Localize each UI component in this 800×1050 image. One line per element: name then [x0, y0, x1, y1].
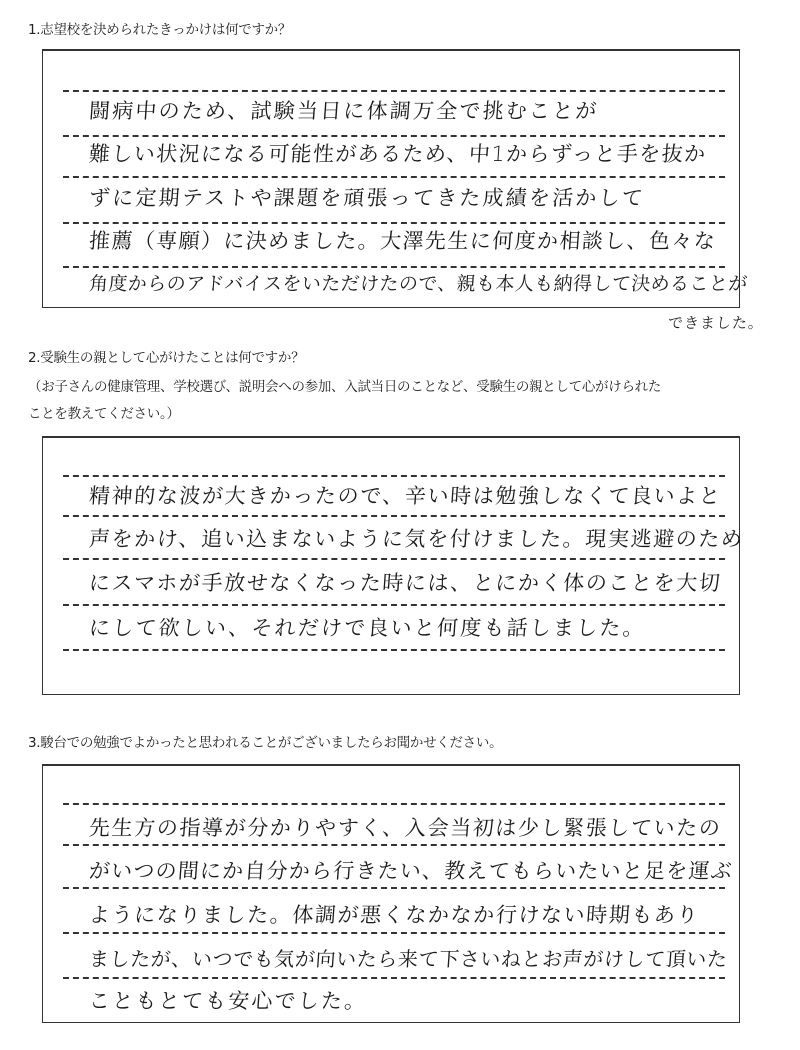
question-2-note: （お子さんの健康管理、学校選び、説明会への参加、入試当日のことなど、受験生の親として心がけられた	[28, 379, 662, 395]
answer-line: ようになりました。体調が悪くなかなか行けない時期もあり	[88, 903, 701, 927]
answer-line: ずに定期テストや課題を頑張ってきた成績を活かして	[88, 186, 646, 210]
question-3-title: 3.駿台での勉強でよかったと思われることがございましたらお聞かせください。	[28, 735, 503, 751]
answer-box-1	[42, 49, 749, 308]
question-2-note: ことを教えてください。）	[28, 406, 180, 422]
question-1-title: 1.志望校を決められたきっかけは何ですか？	[28, 22, 292, 38]
ruled-line	[63, 977, 725, 979]
ruled-line	[63, 803, 725, 805]
ruled-line	[63, 515, 725, 517]
ruled-line	[63, 844, 725, 846]
ruled-line	[63, 558, 725, 560]
ruled-line	[63, 649, 725, 651]
ruled-line	[63, 475, 725, 477]
ruled-line	[63, 90, 725, 92]
answer-line: ましたが、いつでも気が向いたら来て下さいねとお声がけして頂いた	[88, 947, 729, 971]
answer-line: 難しい状況になる可能性があるため、中1からずっと手を抜か	[88, 142, 708, 166]
answer-line: 角度からのアドバイスをいただけたので、親も本人も納得して決めることが	[88, 273, 749, 295]
answer-box-2	[42, 436, 745, 695]
ruled-line	[63, 222, 725, 224]
ruled-line	[63, 266, 725, 268]
ruled-line	[63, 604, 725, 606]
ruled-line	[63, 887, 725, 889]
answer-line: 推薦（専願）に決めました。大澤先生に何度か相談し、色々な	[88, 229, 718, 253]
answer-line: 闘病中のため、試験当日に体調万全で挑むことが	[88, 99, 600, 123]
answer-line: 声をかけ、追い込まないように気を付けました。現実逃避のため	[88, 527, 745, 551]
answer-line: こともとても安心でした。	[88, 989, 369, 1013]
ruled-line	[63, 135, 725, 137]
answer-line: 先生方の指導が分かりやすく、入会当初は少し緊張していたの	[88, 816, 723, 840]
ruled-line	[63, 932, 725, 934]
answer-overflow: できました。	[667, 314, 765, 332]
answer-line: 精神的な波が大きかったので、辛い時は勉強しなくて良いよと	[88, 484, 723, 508]
ruled-line	[63, 176, 725, 178]
answer-line: にして欲しい、それだけで良いと何度も話しました。	[88, 616, 647, 640]
answer-line: がいつの間にか自分から行きたい、教えてもらいたいと足を運ぶ	[88, 859, 734, 883]
answer-line: にスマホが手放せなくなった時には、とにかく体のことを大切	[88, 571, 723, 595]
answer-box-3	[42, 764, 740, 1023]
question-2-title: 2.受験生の親として心がけたことは何ですか？	[28, 350, 305, 366]
